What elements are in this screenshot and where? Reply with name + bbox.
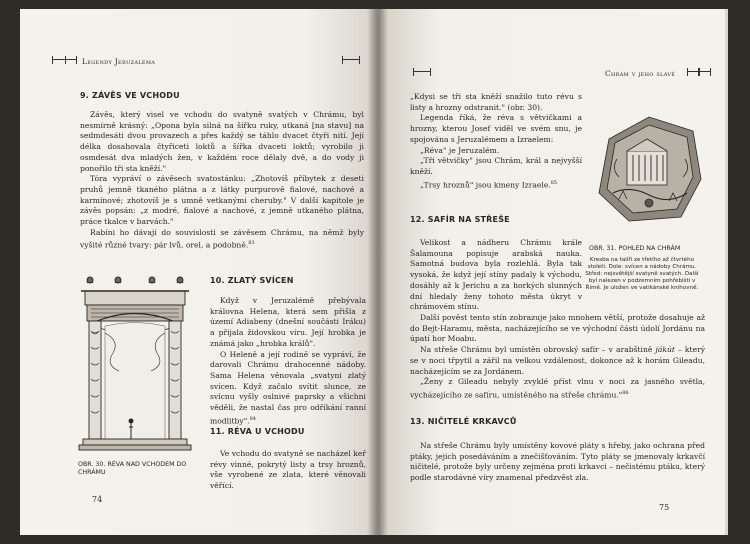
heading-section-10: 10. ZLATÝ SVÍCEN [210, 276, 294, 285]
running-head-left: Legendy Jeruzaléma [82, 57, 156, 66]
paragraph-text: – který se v noci třpytil a zářil na velkou vzdálenost, dokonce až k horám Gileadu, nacházejícím se za Jordánem. [410, 345, 705, 376]
figure-vine-gate [75, 271, 195, 456]
heading-section-11: 11. RÉVA U VCHODU [210, 427, 305, 436]
left-page [20, 9, 377, 535]
section-11-body [210, 449, 366, 492]
paragraph [410, 345, 705, 377]
heading-section-12: 12. SAFÍR NA STŘEŠE [410, 215, 510, 224]
paragraph [80, 228, 364, 252]
paragraph-text: Na střeše Chrámu byl umístěn obrovský safír – v arabštině [420, 345, 653, 355]
section-9-body [80, 110, 364, 252]
paragraph [80, 174, 364, 228]
running-head-right: Chrám v jeho slávě [605, 69, 676, 78]
header-rule-right-3 [699, 68, 711, 76]
temple-plate-illustration [589, 109, 707, 227]
section-12-body [410, 238, 582, 313]
paragraph: Když v Jeruzalémě přebývala královna Helena, která sem přišla z území Adiabeny (dnešní součásti Iráku) a přijala židovskou víru. Její hrobka je známá jako „hrobka králů". [210, 296, 366, 348]
footnote-ref: 86 [622, 389, 629, 396]
vine-gate-illustration [75, 271, 195, 456]
header-rule-left-3 [342, 56, 360, 64]
footnote-ref: 85 [550, 179, 558, 186]
paragraph: Na střeše Chrámu byly umístěny kovové pláty s hřeby, jako ochrana před ptáky, jejich posedáváním a znečišťováním. Tyto pláty se jmenovaly krkavčí ničitelé, protože byly určeny zejména proti krkavci – nečistému ptáku, který podle starodávné víry znamenal předzvěst zla. [410, 441, 705, 483]
header-rule-left [52, 56, 66, 64]
header-rule-left-2 [65, 56, 77, 64]
heading-section-9: 9. ZÁVĚS VE VCHODU [80, 91, 180, 100]
section-10-body [210, 296, 366, 427]
figure-31-caption: OBR. 31. POHLED NA CHRÁM [589, 245, 681, 252]
book-gutter [368, 9, 388, 535]
paragraph: Legenda říká, že réva s větvičkami a hrozny, kterou Josef viděl ve svém snu, je spojována s Jeruzalémem a Izraelem: [410, 113, 582, 144]
figure-31-note: Kresba na talíři ze třetího až čtvrtého století. Dole: svícen a nádoby Chrámu. Střed: nejsvětější svatyně svatých. Další byl nalezen v podzemním pohřebišti v Římě. Je uložen ve vatikánské knihovně. [585, 257, 699, 291]
paragraph [210, 350, 366, 427]
figure-30-caption: OBR. 30. RÉVA NAD VCHODEM DO CHRÁMU [78, 461, 187, 476]
paragraph [410, 377, 705, 401]
intro-body [410, 92, 582, 191]
page-number-left: 74 [92, 495, 103, 504]
paragraph: Další pověst tento stín zobrazuje jako mnohem větší, protože dosahuje až do Bejt-Haramu, města, nacházejícího se ve východní části údolí Jordánu na úpatí hor Moabu. [410, 313, 705, 344]
figure-temple-plate [589, 109, 707, 227]
paragraph: Závěs, který visel ve vchodu do svatyně svatých v Chrámu, byl nesmírně krásný: „Opona byla silná na šířku ruky, utkaná [na stavu] na sedmdesáti dvou provazech a přes každý se táhlo dvacet čtyři nití. Její délka dosahovala čtyřiceti loktů a šířka dvaceti loktů; vyrobilo ji osmdesát dva mladých žen, v každém roce dělaly dvě, a do vody ji ponořilo tři sta kněží." [80, 110, 364, 173]
section-12-body-wide [410, 313, 705, 401]
arabic-word: jákút [655, 345, 675, 355]
paragraph: Velikost a nádheru Chrámu krále Šalamouna popisuje arabská nauka. Samotná budova byla rozlehlá. Byla tak vysoká, že když její stíny padaly k východu, dosáhly až k Jerichu a za horkých slunných dní hledaly ženy tohoto města úkryt v chrámovém stínu. [410, 238, 582, 312]
section-13-body [410, 441, 705, 484]
header-rule-right-2 [687, 68, 699, 76]
paragraph-text: Rabíni ho dávají do souvislosti se závěsem Chrámu, na němž byly vyšité různé tvary: pár lvů, orel, a podobně. [80, 227, 364, 250]
paragraph-text: Tóra vypráví o závěsech svatostánku: „Zhotovíš příbytek z deseti pruhů jemně tkaného plátna a z látky purpurově fialové, nachové a karmínové; zhotovíš je s umně vetkanými cheruby." V další kapitole je závěs popsán: „z modré, fialové a nachové, z jemně utkaného plátna, práce tkalce v barvách." [80, 174, 364, 227]
paragraph: Ve vchodu do svatyně se nacházel keř révy vinné, pokrytý listy a trsy hroznů, vše vyrobené ze zlata, které věnovali věřící. [210, 449, 366, 491]
footnote-ref: 84 [249, 415, 256, 422]
paragraph-text: „Ženy z Gileadu nebyly zvyklé příst vlnu v noci za jasného světla, vycházejícího ze safíru, umístěného na střeše chrámu." [410, 377, 705, 400]
right-page [377, 9, 728, 535]
paragraph-text: O Heleně a její rodině se vypráví, že darovali Chrámu drahocenné nádoby. Sama Helena věnovala „svatyni zlatý svícen. Když začalo svítit slunce, ze svícnu vyšly oslnivé paprsky a všichni věděli, že nastal čas pro odříkání ranní modlitby". [210, 349, 366, 426]
paragraph: „Kdysi se tři sta kněží snažilo tuto révu s listy a hrozny odstranit." (obr. 30). [410, 92, 582, 112]
paragraph [410, 178, 582, 191]
paragraph: „Tři větvičky" jsou Chrám, král a nejvyšší kněží. [410, 156, 582, 176]
footnote-ref: 83 [248, 240, 255, 247]
paragraph: „Réva" je Jeruzalém. [420, 145, 500, 155]
page-number-right: 75 [659, 503, 670, 512]
header-rule-right [413, 68, 431, 76]
paragraph-text: „Trsy hroznů" jsou kmeny Izraele. [420, 180, 551, 190]
heading-section-13: 13. NIČITELÉ KRKAVCŮ [410, 417, 517, 426]
